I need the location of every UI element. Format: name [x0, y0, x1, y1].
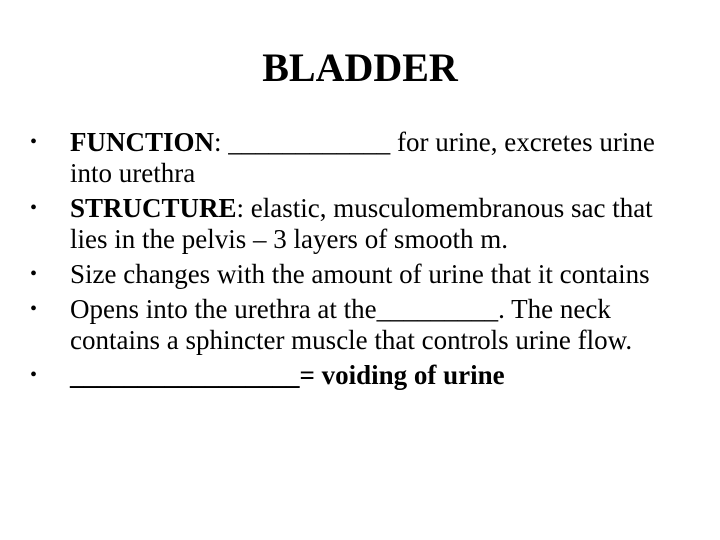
opens-text: Opens into the urethra at the_________. The neck contains a sphincter muscle that controls urine flow.	[70, 294, 633, 355]
bullet-marker: •	[30, 298, 38, 320]
bullet-size	[30, 259, 690, 290]
size-text: Size changes with the amount of urine that it contains	[70, 259, 650, 289]
slide-title: BLADDER	[262, 45, 458, 90]
bullet-list	[30, 127, 690, 395]
bullet-marker: •	[30, 131, 38, 153]
bullet-marker: •	[30, 263, 38, 285]
bullet-voiding	[30, 360, 690, 391]
structure-text: : elastic, musculomembranous sac that lies in the pelvis – 3 layers of smooth m.	[70, 193, 653, 254]
bullet-marker: •	[30, 364, 38, 386]
bullet-opens	[30, 294, 690, 356]
voiding-blank: _________________	[70, 360, 300, 390]
structure-label: STRUCTURE	[70, 193, 237, 223]
bullet-function	[30, 127, 690, 189]
bullet-marker: •	[30, 197, 38, 219]
function-text: : ____________ for urine, excretes urine into urethra	[70, 127, 655, 188]
voiding-text: = voiding of urine	[299, 360, 505, 390]
bullet-structure	[30, 193, 690, 255]
function-label: FUNCTION	[70, 127, 215, 157]
